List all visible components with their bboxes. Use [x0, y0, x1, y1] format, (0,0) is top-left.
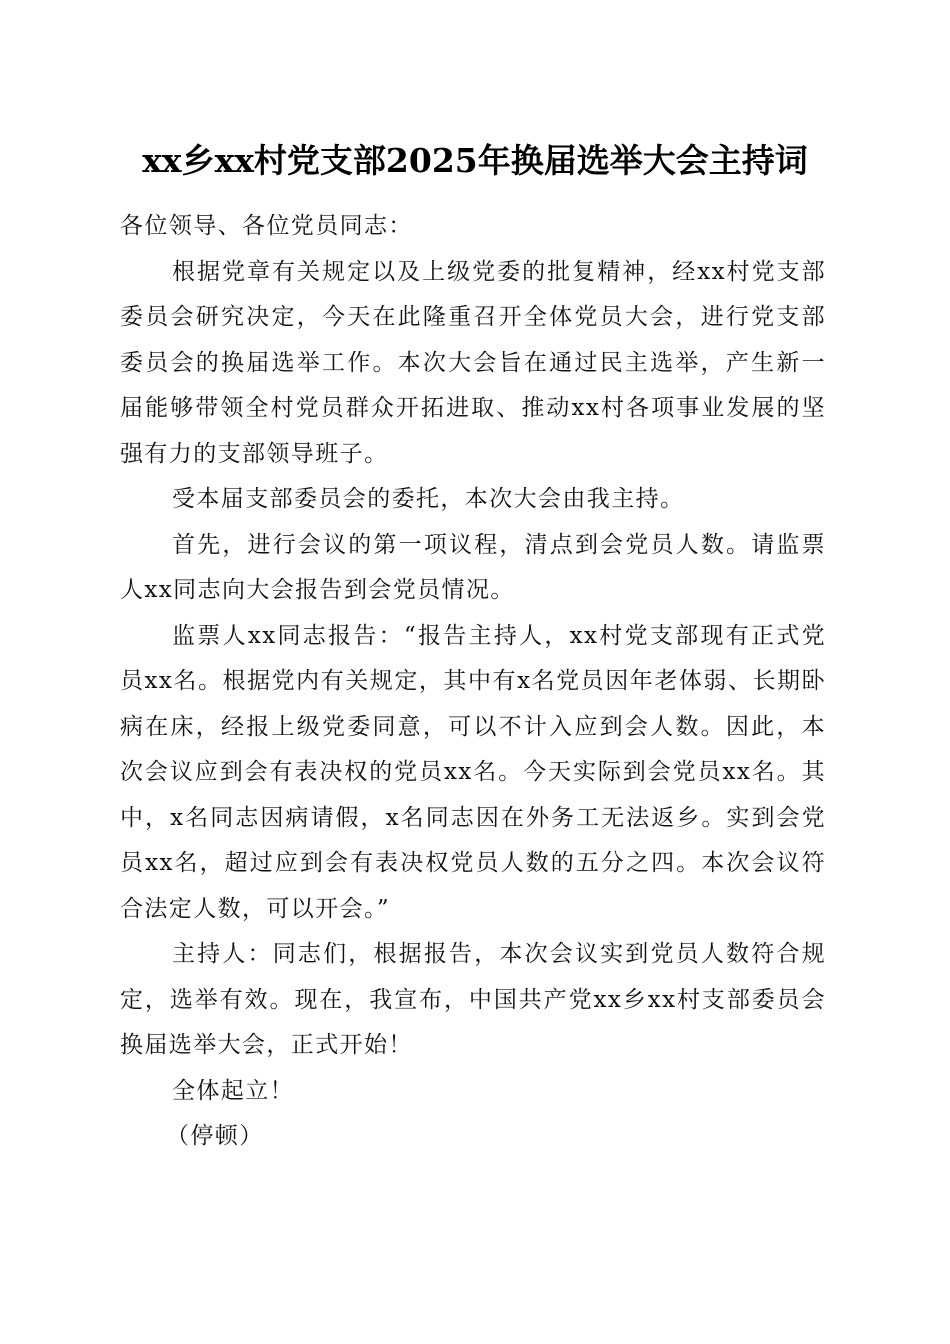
paragraph-opening: 根据党章有关规定以及上级党委的批复精神，经xx村党支部委员会研究决定，今天在此隆重召开全体党员大会，进行党支部委员会的换届选举工作。本次大会旨在通过民主选举，产生新一届能够带领全村党员群众开拓进取、推动xx村各项事业发展的坚强有力的支部领导班子。: [120, 258, 826, 467]
document-body: [120, 204, 826, 1160]
paragraph-entrusted: 受本届支部委员会的委托，本次大会由我主持。: [172, 486, 685, 512]
paragraph-scrutineer-report: 监票人xx同志报告：“报告主持人，xx村党支部现有正式党员xx名。根据党内有关规定，其中有x名党员因年老体弱、长期卧病在床，经报上级党委同意，可以不计入应到会人数。因此，本次会议应到会有表决权的党员xx名。今天实际到会党员xx名。其中，x名同志因病请假，x名同志因在外务工无法返乡。实到会党员xx名，超过应到会有表决权党员人数的五分之四。本次会议符合法定人数，可以开会。”: [120, 622, 826, 922]
paragraph-stand-up: 全体起立！: [172, 1077, 294, 1104]
document-title: xx乡xx村党支部2025年换届选举大会主持词: [142, 141, 808, 180]
salutation: 各位领导、各位党员同志：: [120, 213, 413, 239]
paragraph-pause: （停顿）: [166, 1123, 264, 1149]
paragraph-host-announcement: 主持人：同志们，根据报告，本次会议实到党员人数符合规定，选举有效。现在，我宣布，中国共产党xx乡xx村支部委员会换届选举大会，正式开始！: [120, 941, 826, 1058]
paragraph-first-agenda: 首先，进行会议的第一项议程，清点到会党员人数。请监票人xx同志向大会报告到会党员情况。: [120, 531, 826, 603]
